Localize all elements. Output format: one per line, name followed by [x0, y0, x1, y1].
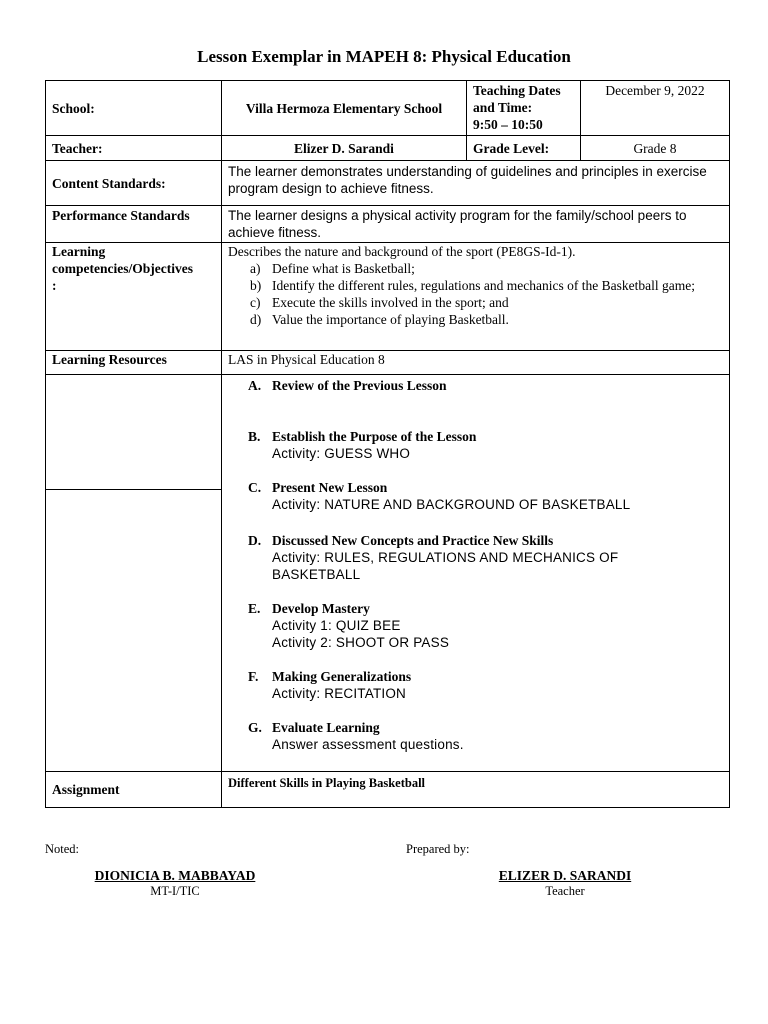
procedure-item-c — [248, 479, 723, 513]
objectives-list — [228, 260, 723, 328]
lesson-table — [45, 80, 730, 808]
row-performance-standards — [46, 206, 730, 243]
procedure-cell — [222, 375, 730, 772]
row-learning-resources — [46, 351, 730, 375]
procedure-activity: Activity 2: SHOOT OR PASS — [272, 635, 450, 650]
teaching-dates-line: and Time: — [473, 100, 533, 115]
document-title: Lesson Exemplar in MAPEH 8: Physical Education — [197, 47, 571, 66]
content-standards-label: Content Standards: — [46, 161, 222, 206]
grade-level-value: Grade 8 — [581, 136, 730, 161]
procedure-activity: Activity: RECITATION — [272, 686, 407, 701]
objectives-intro: Describes the nature and background of the sport (PE8GS-Id-1). — [228, 244, 576, 259]
objective-text: Identify the different rules, regulations and mechanics of the Basketball game; — [272, 278, 695, 293]
procedure-title: B. Establish the Purpose of the Lesson — [248, 429, 477, 444]
row-procedure-top — [46, 375, 730, 490]
objective-item — [250, 311, 723, 328]
objective-marker: c) — [250, 295, 261, 310]
row-school — [46, 81, 730, 136]
procedure-title: F. Making Generalizations — [248, 669, 412, 684]
objective-text: Value the importance of playing Basketball. — [272, 312, 509, 327]
row-teacher — [46, 136, 730, 161]
teaching-dates-value: December 9, 2022 — [581, 81, 730, 136]
procedure-item-e — [248, 600, 723, 651]
noted-name: DIONICIA B. MABBAYAD — [94, 868, 256, 883]
objective-item — [250, 277, 723, 294]
procedure-empty-cell-bottom — [46, 490, 222, 772]
performance-standards-label: Performance Standards — [46, 206, 222, 243]
procedure-item-f — [248, 668, 723, 702]
teaching-time-line: 9:50 – 10:50 — [473, 117, 543, 132]
objective-marker: a) — [250, 261, 261, 276]
content-standards-value: The learner demonstrates understanding of guidelines and principles in exercise program design to achieve fitness. — [222, 161, 730, 206]
prepared-role: Teacher — [545, 884, 585, 898]
procedure-item-a — [248, 377, 723, 394]
label-line: competencies/Objectives — [52, 261, 193, 276]
performance-standards-value: The learner designs a physical activity program for the family/school peers to achieve fitness. — [222, 206, 730, 243]
objective-text: Define what is Basketball; — [272, 261, 415, 276]
row-learning-competencies — [46, 243, 730, 351]
procedure-activity: Activity: GUESS WHO — [272, 446, 411, 461]
procedure-activity: Activity: NATURE AND BACKGROUND OF BASKETBALL — [272, 497, 631, 512]
procedure-activity: Activity: RULES, REGULATIONS AND MECHANICS OF — [272, 550, 619, 565]
learning-resources-value: LAS in Physical Education 8 — [222, 351, 730, 375]
procedure-title: E. Develop Mastery — [248, 601, 370, 616]
procedure-item-b — [248, 428, 723, 462]
procedure-item-d — [248, 532, 723, 583]
noted-label: Noted: — [45, 842, 80, 856]
assignment-value: Different Skills in Playing Basketball — [222, 772, 730, 808]
objective-marker: d) — [250, 312, 262, 327]
objective-text: Execute the skills involved in the sport; and — [272, 295, 509, 310]
procedure-title: A. Review of the Previous Lesson — [248, 378, 447, 393]
grade-level-label: Grade Level: — [467, 136, 581, 161]
procedure-activity: Answer assessment questions. — [272, 737, 464, 752]
procedure-activity: Activity 1: QUIZ BEE — [272, 618, 401, 633]
prepared-signature — [450, 868, 680, 899]
objective-item — [250, 260, 723, 277]
noted-role: MT-I/TIC — [150, 884, 200, 898]
procedure-item-g — [248, 719, 723, 753]
assignment-label: Assignment — [46, 772, 222, 808]
learning-resources-label: Learning Resources — [46, 351, 222, 375]
prepared-label: Prepared by: — [406, 842, 470, 856]
objective-marker: b) — [250, 278, 262, 293]
procedure-title: D. Discussed New Concepts and Practice New Skills — [248, 533, 554, 548]
teaching-dates-label — [467, 81, 581, 136]
school-label: School: — [46, 81, 222, 136]
school-value: Villa Hermoza Elementary School — [222, 81, 467, 136]
noted-signature — [60, 868, 290, 899]
row-content-standards — [46, 161, 730, 206]
label-line: Learning — [52, 244, 106, 259]
prepared-name: ELIZER D. SARANDI — [498, 868, 632, 883]
teaching-dates-line: Teaching Dates — [473, 83, 561, 98]
procedure-title: C. Present New Lesson — [248, 480, 388, 495]
objective-item — [250, 294, 723, 311]
teacher-value: Elizer D. Sarandi — [222, 136, 467, 161]
teacher-label: Teacher: — [46, 136, 222, 161]
procedure-activity: BASKETBALL — [272, 567, 361, 582]
row-assignment — [46, 772, 730, 808]
procedure-empty-cell-top — [46, 375, 222, 490]
label-line: : — [52, 278, 57, 293]
procedure-title: G. Evaluate Learning — [248, 720, 380, 735]
learning-competencies-label — [46, 243, 222, 351]
learning-competencies-value — [222, 243, 730, 351]
